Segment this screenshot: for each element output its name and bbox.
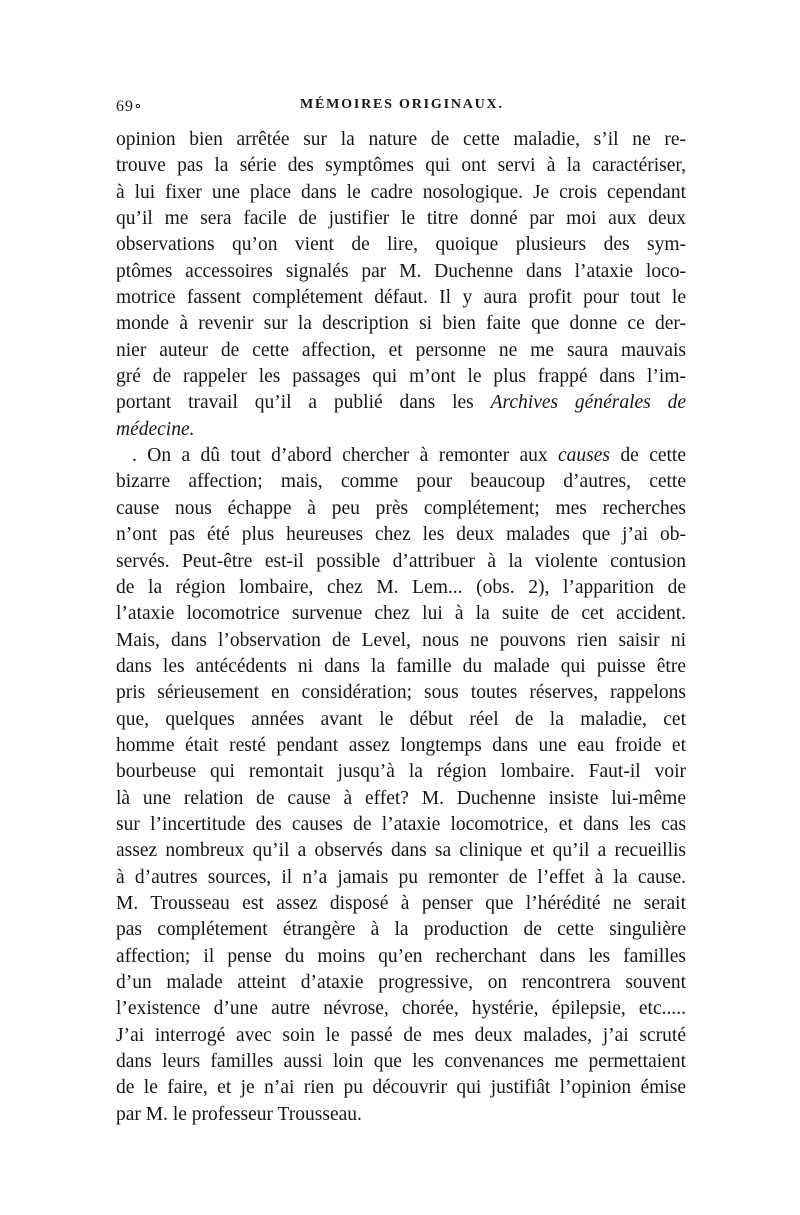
text-line: là une relation de cause à effet? M. Duchenne insiste lui-même bbox=[116, 787, 686, 809]
text-line: assez nombreux qu’il a observés dans sa clinique et qu’il a recueillis bbox=[116, 840, 686, 862]
text-line: affection; il pense du moins qu’en recherchant dans les familles bbox=[116, 945, 686, 967]
text-line: dans leurs familles aussi loin que les convenances me permettaient bbox=[116, 1051, 686, 1073]
text-line: ptômes accessoires signalés par M. Duchenne dans l’ataxie loco- bbox=[116, 260, 686, 282]
text-line: pas complétement étrangère à la production de cette singulière bbox=[116, 919, 686, 941]
text-line: bizarre affection; mais, comme pour beaucoup d’autres, cette bbox=[116, 471, 686, 493]
text-line: bourbeuse qui remontait jusqu’à la région lombaire. Faut-il voir bbox=[116, 761, 686, 783]
text-line: à d’autres sources, il n’a jamais pu remonter de l’effet à la cause. bbox=[116, 866, 686, 888]
text-line: l’ataxie locomotrice survenue chez lui à la suite de cet accident. bbox=[116, 603, 686, 625]
text-line: M. Trousseau est assez disposé à penser que l’hérédité ne serait bbox=[116, 892, 686, 914]
page-number: 69∘ bbox=[116, 98, 143, 115]
text-line: J’ai interrogé avec soin le passé de mes deux malades, j’ai scruté bbox=[116, 1024, 686, 1046]
text-line: trouve pas la série des symptômes qui ont servi à la caractériser, bbox=[116, 155, 686, 177]
text-segment: . On a dû tout d’abord chercher à remonter aux bbox=[132, 445, 559, 467]
text-line: servés. Peut-être est-il possible d’attribuer à la violente contusion bbox=[116, 550, 686, 572]
text-line: de le faire, et je n’ai rien pu découvrir qui justifiât l’opinion émise bbox=[116, 1077, 686, 1099]
emphasis-italic: causes bbox=[558, 445, 611, 467]
body-text bbox=[116, 127, 686, 1128]
text-line: opinion bien arrêtée sur la nature de cette maladie, s’il ne re- bbox=[116, 129, 686, 150]
text-line: observations qu’on vient de lire, quoique plusieurs des sym- bbox=[116, 234, 686, 256]
text-line: motrice fassent complétement défaut. Il y aura profit pour tout le bbox=[116, 287, 686, 309]
text-line: qu’il me sera facile de justifier le titre donné par moi aux deux bbox=[116, 208, 686, 230]
text-line: n’ont pas été plus heureuses chez les deux malades que j’ai ob- bbox=[116, 524, 686, 546]
text-line: pris sérieusement en considération; sous toutes réserves, rappelons bbox=[116, 682, 686, 704]
text-line: sur l’incertitude des causes de l’ataxie locomotrice, et dans les cas bbox=[116, 813, 686, 835]
text-line: cause nous échappe à peu près complétement; mes recherches bbox=[116, 497, 686, 519]
running-title: MÉMOIRES ORIGINAUX. bbox=[300, 97, 504, 112]
text-line: l’existence d’une autre névrose, chorée, hystérie, épilepsie, etc..... bbox=[116, 998, 686, 1020]
text-line: monde à revenir sur la description si bien faite que donne ce der- bbox=[116, 313, 686, 335]
text-segment: de cette bbox=[610, 445, 686, 467]
paragraph-2 bbox=[116, 443, 686, 1128]
text-line: Mais, dans l’observation de Level, nous ne pouvons rien saisir ni bbox=[116, 629, 686, 651]
text-line: médecine. bbox=[116, 418, 195, 440]
text-segment: portant travail qu’il a publié dans les bbox=[116, 392, 491, 414]
text-line: homme était resté pendant assez longtemps dans une eau froide et bbox=[116, 734, 686, 756]
journal-title-italic: Archives générales de bbox=[490, 392, 686, 414]
paragraph-1 bbox=[116, 127, 686, 443]
text-line: à lui fixer une place dans le cadre nosologique. Je crois cependant bbox=[116, 181, 686, 203]
text-line: nier auteur de cette affection, et personne ne me saura mauvais bbox=[116, 339, 686, 361]
text-line: d’un malade atteint d’ataxie progressive, on rencontrera souvent bbox=[116, 972, 686, 993]
running-head bbox=[116, 96, 686, 120]
text-line: de la région lombaire, chez M. Lem... (obs. 2), l’apparition de bbox=[116, 576, 686, 598]
text-line bbox=[116, 443, 686, 469]
text-line: gré de rappeler les passages qui m’ont le plus frappé dans l’im- bbox=[116, 366, 686, 388]
text-line: par M. le professeur Trousseau. bbox=[116, 1103, 362, 1125]
text-line: dans les antécédents ni dans la famille du malade qui puisse être bbox=[116, 655, 686, 677]
text-line: que, quelques années avant le début réel de la maladie, cet bbox=[116, 708, 686, 730]
text-line bbox=[116, 390, 686, 416]
